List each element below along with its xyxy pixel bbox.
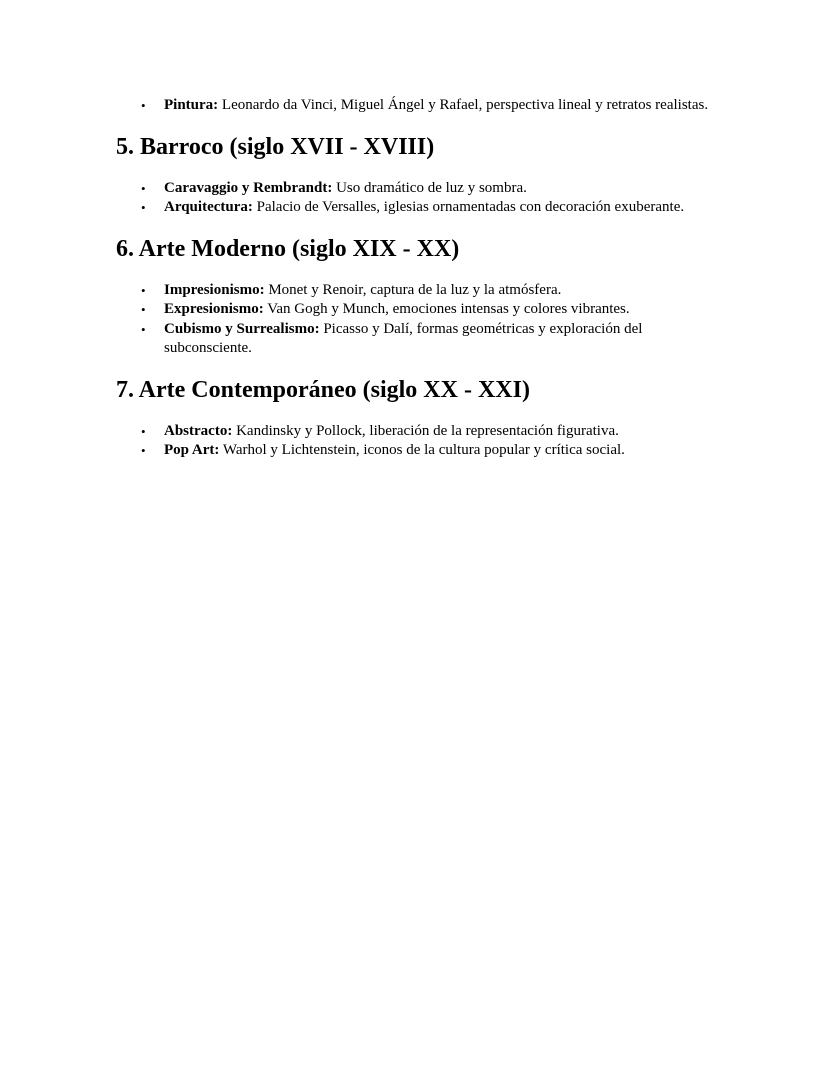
bullet-icon: • <box>141 423 146 439</box>
bullet-icon: • <box>141 321 146 337</box>
list-item <box>116 320 716 359</box>
bullet-icon: • <box>141 180 146 196</box>
barroco-list <box>116 179 716 218</box>
list-item <box>116 179 716 199</box>
item-text: Kandinsky y Pollock, liberación de la representación figurativa. <box>232 422 619 439</box>
list-item <box>116 441 716 461</box>
section-heading-barroco: 5. Barroco (siglo XVII - XVIII) <box>116 133 435 160</box>
bullet-icon: • <box>141 200 146 215</box>
item-label: Impresionismo: <box>164 281 265 298</box>
item-label: Pop Art: <box>164 442 220 458</box>
bullet-icon: • <box>141 98 146 113</box>
section-heading-arte-moderno: 6. Arte Moderno (siglo XIX - XX) <box>116 235 460 262</box>
bullet-icon: • <box>141 282 146 298</box>
item-label: Expresionismo: <box>164 301 264 317</box>
item-label: Arquitectura: <box>164 199 253 215</box>
item-text: Warhol y Lichtenstein, iconos de la cultura popular y crítica social. <box>219 442 625 458</box>
item-text: Leonardo da Vinci, Miguel Ángel y Rafael, perspectiva lineal y retratos realistas. <box>218 97 709 113</box>
list-item <box>116 281 716 301</box>
arte-contemporaneo-list <box>116 422 716 461</box>
item-text: Uso dramático de luz y sombra. <box>332 179 527 196</box>
list-item <box>116 198 716 218</box>
item-text: Palacio de Versalles, iglesias ornamentadas con decoración exuberante. <box>252 199 685 215</box>
list-item <box>116 300 716 320</box>
item-text: Picasso y Dalí, formas geométricas y exploración del subconsciente. <box>164 320 643 356</box>
document-content <box>116 96 716 461</box>
bullet-icon: • <box>141 443 146 458</box>
list-item <box>116 422 716 442</box>
item-text: Van Gogh y Munch, emociones intensas y colores vibrantes. <box>263 301 630 317</box>
list-item <box>116 96 716 116</box>
item-label: Abstracto: <box>164 422 233 439</box>
section-heading-arte-contemporaneo: 7. Arte Contemporáneo (siglo XX - XXI) <box>116 376 530 403</box>
arte-moderno-list <box>116 281 716 359</box>
renacimiento-list <box>116 96 716 116</box>
item-label: Caravaggio y Rembrandt: <box>164 179 333 196</box>
item-label: Cubismo y Surrealismo: <box>164 320 320 337</box>
item-text: Monet y Renoir, captura de la luz y la atmósfera. <box>264 281 562 298</box>
bullet-icon: • <box>141 302 146 317</box>
item-label: Pintura: <box>164 97 219 113</box>
